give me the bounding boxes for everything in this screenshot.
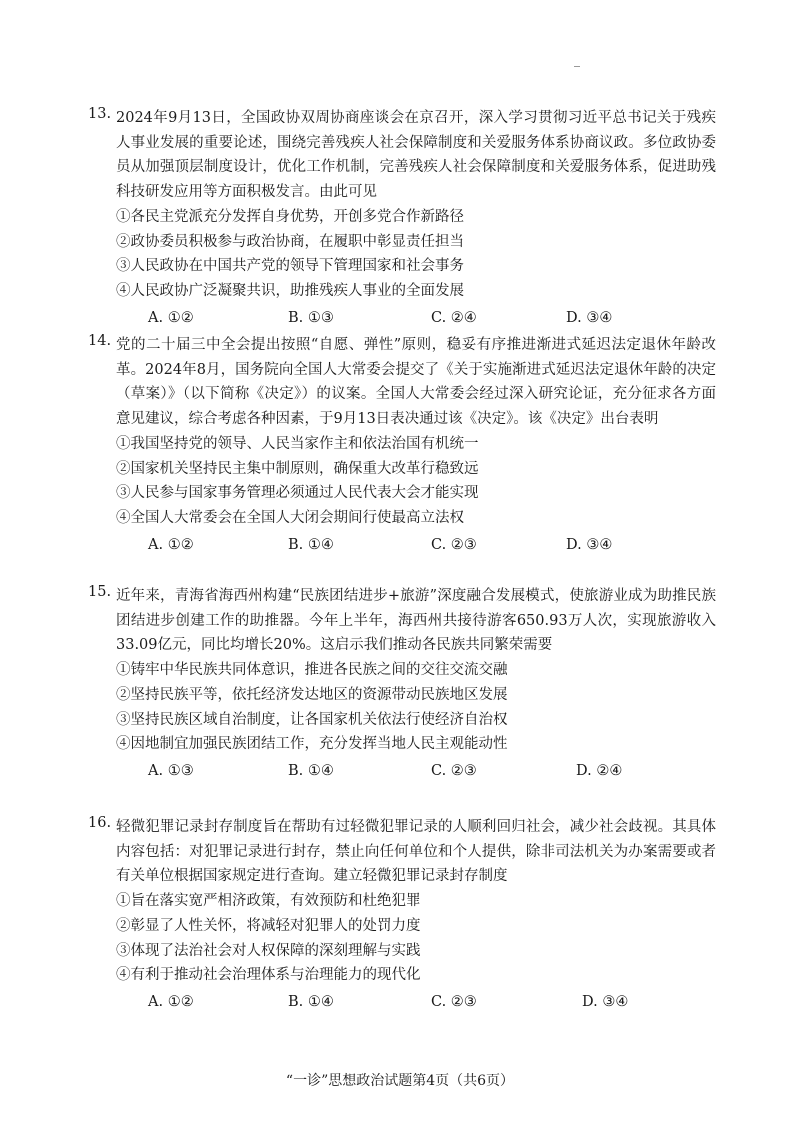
choice-c[interactable]: C. ②③ bbox=[431, 993, 477, 1010]
choice-d[interactable]: D. ②④ bbox=[576, 762, 623, 779]
choice-a[interactable]: A. ①② bbox=[148, 993, 194, 1010]
choice-b[interactable]: B. ①③ bbox=[288, 309, 334, 326]
question-16 bbox=[88, 815, 716, 1020]
choice-d[interactable]: D. ③④ bbox=[566, 536, 613, 553]
question-stem: 近年来，青海省海西州构建“民族团结进步+旅游”深度融合发展模式，使旅游业成为助推民族团结进步创建工作的助推器。今年上半年，海西州共接待游客650.93万人次，实现旅游收入33.09亿元，同比均增长20%。这启示我们推动各民族共同繁荣需要 bbox=[116, 588, 716, 654]
statement-1: ①铸牢中华民族共同体意识，推进各民族之间的交往交流交融 bbox=[116, 662, 508, 679]
statement-3: ③人民政协在中国共产党的领导下管理国家和社会事务 bbox=[116, 258, 464, 275]
answer-choices bbox=[116, 310, 716, 336]
choice-a[interactable]: A. ①③ bbox=[148, 762, 194, 779]
choice-d[interactable]: D. ③④ bbox=[566, 309, 613, 326]
question-15 bbox=[88, 584, 716, 789]
statement-2: ②彰显了人性关怀，将减轻对犯罪人的处罚力度 bbox=[116, 917, 421, 934]
choice-c[interactable]: C. ②③ bbox=[431, 536, 477, 553]
statement-1: ①各民主党派充分发挥自身优势，开创多党合作新路径 bbox=[116, 208, 464, 225]
statement-4: ④因地制宜加强民族团结工作，充分发挥当地人民主观能动性 bbox=[116, 736, 508, 753]
question-stem: 轻微犯罪记录封存制度旨在帮助有过轻微犯罪记录的人顺利回归社会，减少社会歧视。其具体内容包括：对犯罪记录进行封存，禁止向任何单位和个人提供，除非司法机关为办案需要或者有关单位根据国家规定进行查询。建立轻微犯罪记录封存制度 bbox=[116, 819, 716, 885]
question-number: 14. bbox=[88, 333, 112, 349]
statement-2: ②国家机关坚持民主集中制原则，确保重大改革行稳致远 bbox=[116, 460, 479, 477]
question-number: 16. bbox=[88, 815, 112, 831]
statement-3: ③人民参与国家事务管理必须通过人民代表大会才能实现 bbox=[116, 485, 479, 502]
choice-c[interactable]: C. ②④ bbox=[431, 309, 477, 326]
statement-2: ②坚持民族平等，依托经济发达地区的资源带动民族地区发展 bbox=[116, 686, 508, 703]
answer-choices bbox=[116, 994, 716, 1020]
choice-a[interactable]: A. ①② bbox=[148, 536, 194, 553]
question-stem: 党的二十届三中全会提出按照“自愿、弹性”原则，稳妥有序推进渐进式延迟法定退休年龄改革。2024年8月，国务院向全国人大常委会提交了《关于实施渐进式延迟法定退休年龄的决定（草案）》（以下简称《决定》）的议案。全国人大常委会经过深入研究论证，充分征求各方面意见建议，综合考虑各种因素，于9月13日表决通过该《决定》。该《决定》出台表明 bbox=[116, 337, 716, 428]
question-number: 15. bbox=[88, 584, 112, 600]
question-14 bbox=[88, 333, 716, 563]
scan-speck bbox=[574, 66, 580, 67]
page-footer: “一诊”思想政治试题第4页（共6页） bbox=[285, 1073, 515, 1089]
question-13 bbox=[88, 106, 716, 336]
choice-b[interactable]: B. ①④ bbox=[288, 536, 334, 553]
statement-4: ④全国人大常委会在全国人大闭会期间行使最高立法权 bbox=[116, 509, 464, 526]
statement-1: ①我国坚持党的领导、人民当家作主和依法治国有机统一 bbox=[116, 435, 479, 452]
statement-3: ③体现了法治社会对人权保障的深刻理解与实践 bbox=[116, 942, 421, 959]
answer-choices bbox=[116, 763, 716, 789]
statement-2: ②政协委员积极参与政治协商，在履职中彰显责任担当 bbox=[116, 233, 464, 250]
choice-d[interactable]: D. ③④ bbox=[582, 993, 629, 1010]
statement-3: ③坚持民族区域自治制度，让各国家机关依法行使经济自治权 bbox=[116, 711, 508, 728]
choice-b[interactable]: B. ①④ bbox=[288, 993, 334, 1010]
question-number: 13. bbox=[88, 106, 112, 122]
statement-4: ④人民政协广泛凝聚共识，助推残疾人事业的全面发展 bbox=[116, 282, 464, 299]
choice-b[interactable]: B. ①④ bbox=[288, 762, 334, 779]
statement-1: ①旨在落实宽严相济政策，有效预防和杜绝犯罪 bbox=[116, 893, 421, 910]
question-stem: 2024年9月13日，全国政协双周协商座谈会在京召开，深入学习贯彻习近平总书记关于残疾人事业发展的重要论述，围绕完善残疾人社会保障制度和关爱服务体系协商议政。多位政协委员从加强顶层制度设计，优化工作机制，完善残疾人社会保障制度和关爱服务体系，促进助残科技研发应用等方面积极发言。由此可见 bbox=[116, 110, 716, 201]
answer-choices bbox=[116, 537, 716, 563]
choice-a[interactable]: A. ①② bbox=[148, 309, 194, 326]
statement-4: ④有利于推动社会治理体系与治理能力的现代化 bbox=[116, 967, 421, 984]
choice-c[interactable]: C. ②③ bbox=[431, 762, 477, 779]
